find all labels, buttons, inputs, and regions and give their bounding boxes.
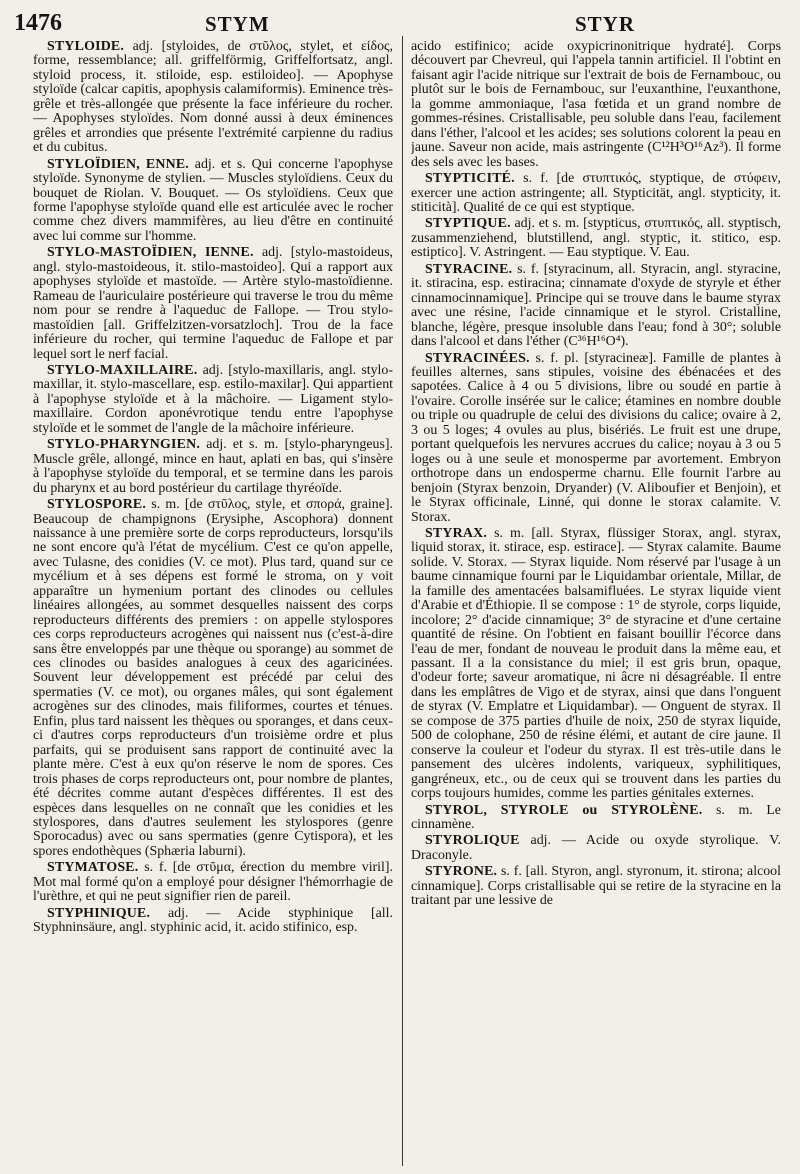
definition: adj. [stylo-maxillaris, angl. stylo-maxillar, it. stylo-mascellare, esp. estilo-maxilar]. Qui appartient à l'apophyse styloïde et à la mâchoire. — Ligament stylo-maxillaire. Cordon aponévrotique tendu entre l'apophyse styloïde et le sommet de l'angle de la mâchoire inférieure. <box>33 362 393 436</box>
definition: adj. et s. m. [stylo-pharyngeus]. Muscle grêle, allongé, mince en haut, aplati en bas, qui s'insère à l'apophyse styloïde du temporal, et se termine dans les parois du pharynx et au bord postérieur du cartilage thyréoïde. <box>33 437 393 496</box>
page-header <box>0 10 800 40</box>
headword: STYLOSPORE. <box>47 497 147 513</box>
headword: STYPTIQUE. <box>425 216 511 232</box>
definition: adj. — Acide ou oxyde styrolique. V. Draconyle. <box>411 833 781 863</box>
column-divider <box>402 36 403 1166</box>
entry-styrax <box>411 527 781 802</box>
running-head-right: STYR <box>575 12 636 36</box>
entry-styphinique <box>33 907 393 936</box>
headword: STYRACINÉES. <box>425 350 530 366</box>
running-head-left: STYM <box>205 12 270 36</box>
definition: acido estifinico; acide oxypicrinonitrique hydraté]. Corps découvert par Chevreul, qui l'appela tannin artificiel. Il l'obtint en faisant agir l'acide nitrique sur l'extrait de bois de Fernambouc, ou plutôt sur le bois de Fernambouc, sur l'euxanthine, l'euxanthone, la gomme ammoniaque, l'asa fœtida et un grand nombre de gommes-résines. Cristallisable, peu soluble dans l'eau, facilement dans l'éther, l'alcool et les acides; ses solutions colorent la peau en jaune. Saveur non acide, mais astringente (C¹²H³O¹⁶Az³). Il forme des sels avec les bases. <box>411 40 781 170</box>
headword: STYLO-MAXILLAIRE. <box>47 362 198 378</box>
right-column <box>411 40 781 1170</box>
entry-stylospore <box>33 498 393 859</box>
entry-styrone <box>411 865 781 908</box>
headword: STYLO-PHARYNGIEN. <box>47 437 201 453</box>
entry-stymatose <box>33 861 393 904</box>
headword: STYRACINE. <box>425 261 513 277</box>
definition: s. f. [all. Styron, angl. styronum, it. stirona; alcool cinnamique]. Corps cristallisable qui se retire de la styracine en la traitant par une lessive de <box>411 864 781 909</box>
definition: adj. et s. m. [stypticus, στυπτικός, all. styptisch, zusammenziehend, blutstillend, angl. styptic, it. stitico, esp. estiptico]. V. Astringent. — Eau styptique. V. Eau. <box>411 216 781 261</box>
definition: s. f. pl. [styracineæ]. Famille de plantes à feuilles alternes, sans stipules, voisine des ébénacées et des sapotées. Calice à 4 ou 5 divisions, libre ou soudé en partie à l'ovaire. Corolle insérée sur le calice; étamines en nombre double ou triple ou quadruple de celui des divisions du calice; ovaire à 2, 3 ou 5 loges; 4 ovules au plus, bisériés. Le fruit est une drupe, portant quelquefois les nervures accrues du calice; noyau à 3 ou 5 loges ou à une seule et monosperme par avortement. Embryon orthotrope dans un endosperme charnu. Elle fournit l'arbre au benjoin (Styrax benzoin, Dryander) (V. Aliboufier et Benjoin), et le Styrax officinale, Linné, qui donne le storax calamite. V. Storax. <box>411 350 781 525</box>
definition: adj. [styloides, de στῦλος, stylet, et εἶδος, forme, ressemblance; all. griffelförmig, Griffelfortsatz, angl. styloid process, it. stiloide, esp. estiloideo]. — Apophyse styloïde (calcar capitis, apophysis calamiformis). Eminence très-grêle et très-allongée que présente la face inférieure du rocher. — Apophyses styloïdes. Nom donné aussi à deux éminences grêles et arrondies que présente l'extrémité carpienne du radius et du cubitus. <box>33 40 393 156</box>
entry-stylo-mastoidien <box>33 246 393 362</box>
definition: s. f. [de στυπτικός, styptique, de στύφειν, exercer une action astringente; all. Stypticität, angl. stypticity, it. stiticità]. Qualité de ce qui est styptique. <box>411 171 781 215</box>
entry-styptique <box>411 217 781 260</box>
headword: STYROLIQUE <box>425 833 520 849</box>
headword: STYRONE. <box>425 864 498 880</box>
headword: STYROL, STYROLE ou STYROLÈNE. <box>425 802 703 818</box>
definition: adj. et s. Qui concerne l'apophyse styloïde. Synonyme de stylien. — Muscles styloïdiens. Ceux du bouquet de Riolan. V. Bouquet. — Os styloïdiens. Ceux que forme l'apophyse styloïde quand elle est articulée avec le rocher comme chez divers mammifères, au lieu d'être en continuité avec lui comme sur l'homme. <box>33 156 393 244</box>
entry-stylo-maxillaire <box>33 364 393 436</box>
headword: STYMATOSE. <box>47 860 139 876</box>
definition: s. m. Le cinnamène. <box>411 802 781 833</box>
entry-stypticite <box>411 172 781 215</box>
definition: s. m. [all. Styrax, flüssiger Storax, angl. styrax, liquid storax, it. stirace, esp. estirace]. — Styrax calamite. Baume solide. V. Storax. — Styrax liquide. Nom réservé par l'usage à un baume cinnamique fourni par le Liquidambar orientale, Millar, de la famille des amentacées balsamifluées. Le styrax liquide vient d'Arabie et d'Éthiopie. Il se compose : 1° de styrole, corps liquide, incolore; 2° d'acide cinnamique; 3° de styracine et d'une certaine quantité de résine. On l'obtient en faisant bouillir l'écorce dans l'eau de mer, fondant de nouveau le produit dans la même eau, et passant. Il a la consistance du miel; il est gris brun, opaque, d'odeur forte; saveur aromatique, ni âcre ni désagréable. Il entre dans les emplâtres de Vigo et de styrax, ainsi que dans l'onguent de styrax (V. Emplatre et Liquidambar). — Onguent de styrax. Il se compose de 375 parties d'huile de noix, 250 de styrax liquide, 500 de colophane, 250 de résine élémi, et autant de cire jaune. Il conserve la couleur et l'odeur du styrax. Il est très-utile dans le pansement des ulcères indolents, variqueux, syphilitiques, gangréneux, etc., ou de ceux qui se trouvent dans les parties du corps toujours humides, comme les parties génitales externes. <box>411 525 781 802</box>
entry-styloidien <box>33 158 393 245</box>
headword: STYRAX. <box>425 525 487 541</box>
entry-stylo-pharyngien <box>33 438 393 496</box>
entry-styracine <box>411 263 781 350</box>
definition: adj. — Acide styphinique [all. Styphninsäure, angl. styphinic acid, it. acido stifinico, esp. <box>33 905 393 936</box>
headword: STYLOÏDIEN, ENNE. <box>47 156 189 172</box>
definition: s. f. [styracinum, all. Styracin, angl. styracine, it. stiracina, esp. estiracina; cinnamate d'oxyde de styryle et éther cinnamocinnamique]. Principe qui se trouve dans le baume styrax avec une résine, l'acide cinnamique et le styrol. Cristalline, blanche, légère, presque insoluble dans l'eau; fond à 30°; soluble dans l'alcool et dans l'éther (C³⁶H¹⁶O⁴). <box>411 261 781 350</box>
entry-styrol <box>411 804 781 833</box>
headword: STYPHINIQUE. <box>47 905 151 921</box>
left-column <box>33 40 393 1170</box>
entry-styracinees <box>411 352 781 525</box>
definition: adj. [stylo-mastoideus, angl. stylo-mastoideous, it. stilo-mastoideo]. Qui a rapport aux apophyses styloïde et mastoïde. — Artère stylo-mastoïdienne. Rameau de l'auriculaire postérieure qui traverse le trou du même nom pour se rendre à l'aqueduc de Fallope. — Trou stylo-mastoïdien [all. Griffelzitzen-vorsatzloch]. Trou de la face inférieure du rocher, qui termine l'aqueduc de Fallope et par lequel sort le nerf facial. <box>33 245 393 362</box>
headword: STYLOÏDE. <box>47 40 125 54</box>
headword: STYPTICITÉ. <box>425 171 515 187</box>
headword: STYLO-MASTOÏDIEN, IENNE. <box>47 245 254 261</box>
definition: s. f. [de στῦμα, érection du membre viril]. Mot mal formé qu'on a employé pour désigner l'hémorrhagie de l'urèthre, et qui ne peut signifier rien de pareil. <box>33 860 393 905</box>
page-number: 1476 <box>14 10 62 36</box>
entry-continuation <box>411 40 781 170</box>
definition: s. m. [de στῦλος, style, et σπορά, graine]. Beaucoup de champignons (Erysiphe, Ascophora) donnent naissance à une première sorte de corps reproducteurs, lorsqu'ils ne sont encore qu'à l'état de mycélium. C'est ce qu'on appelle, avec Tulasne, des conidies (V. ce mot). Plus tard, quand sur ce mycélium et à ses dépens est formé le stroma, on y voit apparaître un hymenium portant des clinodes ou cellules linéaires allongées, au sommet desquelles naissent des corps reproducteurs différents des premiers : on appelle stylospores ces corps reproducteurs acrogènes qui naissent nus (c'est-à-dire sans être enveloppés par une thèque ou sporange) au sommet de ces clinodes ou basides analogues à ceux des agaricinées. Souvent leur développement est précédé par celui des spermaties (V. ce mot), ou organes mâles, qui sont également acrogènes sur des clinodes, mais filiformes, courtes et ténues. Enfin, plus tard naissent les thèques ou sporanges, et dans ceux-ci d'autres corps reproducteurs d'un troisième ordre et plus parfaits, qui se produisent sans rapport de continuité avec la plante mère. C'est à eux qu'on réserve le nom de spores. Ces trois phases de corps reproducteurs ont, pour nombre de plantes, été décrites comme autant d'espèces différentes. Il est des espèces dans lesquelles on ne connaît que les conidies et les stylospores, dans d'autres seulement les stylospores (genre Sporocadus) avec ou sans spermaties (genre Cytispora), et les spores endothèques (Sphæria laburni). <box>33 497 393 859</box>
entry-styrolique <box>411 834 781 863</box>
entry-styloide <box>33 40 393 156</box>
